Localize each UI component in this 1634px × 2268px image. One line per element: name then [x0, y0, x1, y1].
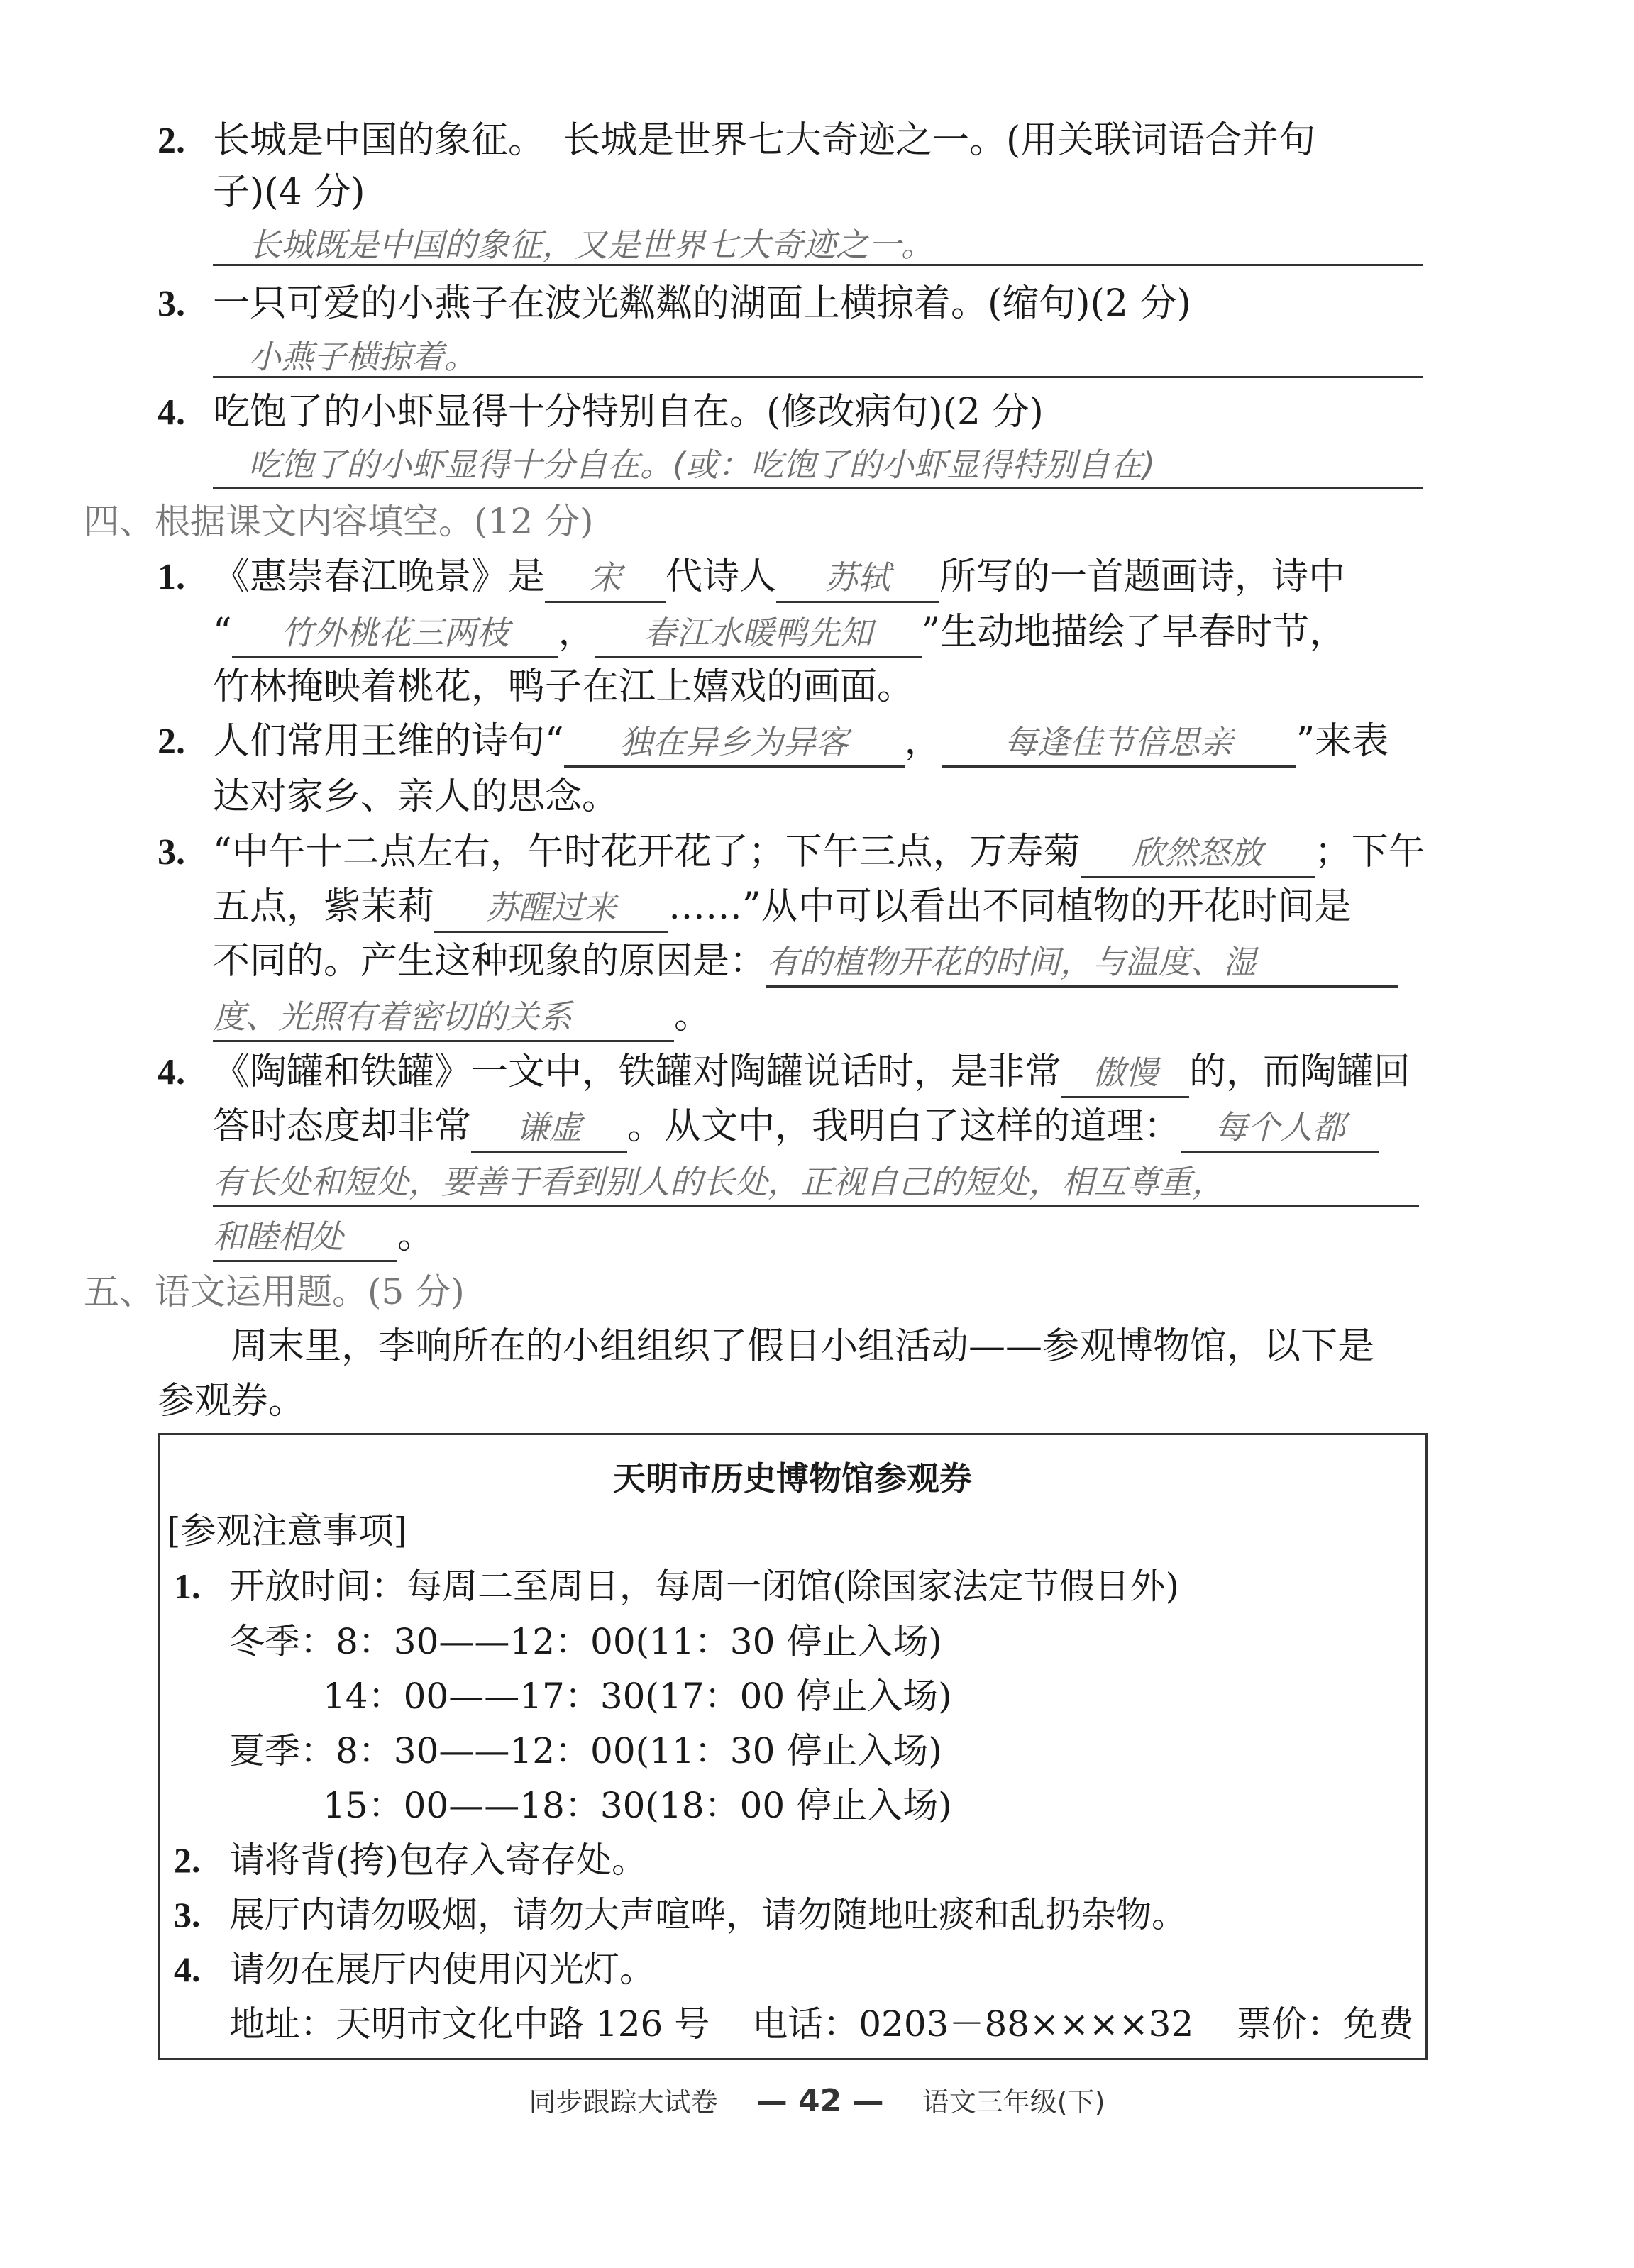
ticket-phone: 电话：0203－88××××32 — [752, 2003, 1194, 2045]
ticket-title: 天明市历史博物馆参观券 — [613, 1459, 972, 1498]
s4q1-line2 — [213, 609, 1346, 658]
s4q2-blank-verse1[interactable]: 独在异乡为异客 — [564, 719, 905, 768]
s4q2-line1 — [158, 718, 1389, 768]
q3-answer: 小燕子横掠着。 — [248, 338, 477, 376]
s4q3-blank-reason2[interactable]: 度、光照有着密切的关系 — [213, 993, 674, 1042]
s4q1-blank-dynasty[interactable]: 宋 — [545, 554, 666, 603]
q3-number: 3. — [158, 284, 185, 324]
q2-answer: 长城既是中国的象征，又是世界七大奇迹之一。 — [248, 226, 934, 264]
ticket-rule-4-number: 4. — [174, 1949, 201, 1989]
s4q4-text4: 。从文中，我明白了这样的道理： — [627, 1105, 1181, 1148]
s4q3-number: 3. — [158, 832, 185, 873]
s4q1-text1: 《惠崇春江晚景》是 — [213, 555, 546, 598]
s4q4-line1 — [158, 1049, 1411, 1098]
ticket-info-row — [229, 2001, 1413, 2047]
page-number: — 42 — — [756, 2083, 884, 2119]
q2-text: 长城是中国的象征。 长城是世界七大奇迹之一。(用关联词语合并句 — [213, 119, 1316, 162]
ticket-rule-2-text: 请将背(挎)包存入寄存处。 — [229, 1840, 648, 1881]
page-footer — [0, 2080, 1634, 2119]
ticket-notice-heading: [参观注意事项] — [167, 1510, 408, 1551]
footer-book-title: 同步跟踪大试卷 — [529, 2086, 718, 2118]
s4q1-number: 1. — [158, 557, 185, 597]
ticket-rule-1-text: 开放时间：每周二至周日，每周一闭馆(除国家法定节假日外) — [229, 1566, 1180, 1607]
s4q4-text1: 《陶罐和铁罐》一文中，铁罐对陶罐说话时，是非常 — [213, 1051, 1062, 1093]
q2-line1 — [158, 117, 1315, 165]
s4q2-text2: ， — [904, 720, 942, 763]
s4q4-blank-lesson3[interactable]: 和睦相处 — [213, 1213, 397, 1262]
s4q4-number: 4. — [158, 1052, 185, 1092]
s4q3-text4: ……”从中可以看出不同植物的开花时间是 — [668, 885, 1352, 928]
q4-answer: 吃饱了的小虾显得十分自在。(或：吃饱了的小虾显得特别自在) — [248, 446, 1155, 484]
q3-line — [158, 280, 1191, 328]
q3-text: 一只可爱的小燕子在波光粼粼的湖面上横掠着。(缩句)(2 分) — [213, 282, 1191, 325]
s4q4-text2: 的，而陶罐回 — [1189, 1051, 1411, 1093]
s4q3-text3: 五点，紫茉莉 — [213, 885, 435, 928]
s4q3-line1 — [158, 829, 1425, 878]
ticket-rule-2 — [174, 1837, 647, 1883]
s4q2-line2: 达对家乡、亲人的思念。 — [213, 775, 619, 818]
ticket-winter-hours-2: 14：00——17：30(17：00 停止入场) — [323, 1676, 952, 1717]
ticket-rule-1-number: 1. — [174, 1566, 201, 1606]
s4q1-line1 — [158, 553, 1345, 603]
q4-number: 4. — [158, 392, 185, 433]
s4q1-text3: 所写的一首题画诗，诗中 — [939, 555, 1346, 598]
s4q1-text2: 代诗人 — [666, 555, 777, 598]
s4q2-number: 2. — [158, 721, 185, 762]
ticket-address: 地址：天明市文化中路 126 号 — [229, 2003, 710, 2045]
q2-line2: 子)(4 分) — [213, 171, 365, 214]
s4q3-blank-jasmine[interactable]: 苏醒过来 — [434, 884, 668, 933]
s4q4-blank-clay-attitude[interactable]: 谦虚 — [471, 1104, 627, 1153]
q4-text: 吃饱了的小虾显得十分特别自在。(修改病句)(2 分) — [213, 391, 1044, 433]
s4q3-line4 — [213, 992, 711, 1042]
s4q4-blank-iron-attitude[interactable]: 傲慢 — [1061, 1049, 1189, 1098]
q4-line — [158, 389, 1044, 436]
s4q1-line3: 竹林掩映着桃花，鸭子在江上嬉戏的画面。 — [213, 665, 915, 708]
section5-intro1: 周末里，李响所在的小组组织了假日小组活动——参观博物馆，以下是 — [231, 1325, 1375, 1368]
s4q1-text6: ”生动地描绘了早春时节， — [921, 611, 1347, 653]
s4q1-blank-verse2[interactable]: 春江水暖鸭先知 — [595, 609, 922, 658]
s4q2-text1: 人们常用王维的诗句“ — [213, 720, 564, 763]
s4q3-text5: 不同的。产生这种现象的原因是： — [213, 940, 767, 983]
s4q4-blank-lesson2[interactable]: 有长处和短处，要善于看到别人的长处，正视自己的短处，相互尊重， — [213, 1158, 1419, 1207]
s4q4-line4 — [213, 1212, 434, 1262]
ticket-rule-2-number: 2. — [174, 1840, 201, 1880]
ticket-rule-4 — [174, 1946, 655, 1993]
ticket-summer-hours-2: 15：00——18：30(18：00 停止入场) — [323, 1785, 952, 1826]
s4q1-blank-poet[interactable]: 苏轼 — [776, 554, 939, 603]
s4q4-text3: 答时态度却非常 — [213, 1105, 472, 1148]
q2-number: 2. — [158, 121, 185, 161]
s4q3-blank-marigold[interactable]: 欣然怒放 — [1081, 829, 1315, 878]
s4q3-text2: ；下午 — [1314, 831, 1425, 873]
museum-ticket — [158, 1433, 1428, 2060]
ticket-price: 票价：免费 — [1236, 2003, 1414, 2045]
s4q1-text5: ， — [558, 611, 595, 653]
ticket-summer-hours-1: 夏季：8：30——12：00(11：30 停止入场) — [229, 1730, 942, 1771]
s4q4-blank-lesson1[interactable]: 每个人都 — [1181, 1104, 1379, 1153]
ticket-rule-4-text: 请勿在展厅内使用闪光灯。 — [229, 1949, 655, 1990]
s4q1-text4: “ — [213, 611, 232, 653]
ticket-rule-3 — [174, 1891, 1187, 1938]
ticket-rule-3-text: 展厅内请勿吸烟，请勿大声喧哗，请勿随地吐痰和乱扔杂物。 — [229, 1894, 1187, 1935]
s4q1-blank-verse1[interactable]: 竹外桃花三两枝 — [232, 609, 558, 658]
section5-title: 五、语文运用题。(5 分) — [84, 1271, 465, 1312]
s4q3-line3 — [213, 938, 1398, 988]
s4q3-text6: 。 — [674, 995, 712, 1037]
s4q2-text3: ”来表 — [1296, 720, 1389, 763]
footer-subject: 语文三年级(下) — [922, 2086, 1105, 2118]
section4-title: 四、根据课文内容填空。(12 分) — [84, 501, 594, 542]
ticket-winter-hours-1: 冬季：8：30——12：00(11：30 停止入场) — [229, 1621, 942, 1662]
s4q3-text1: “中午十二点左右，午时花开花了；下午三点，万寿菊 — [213, 831, 1081, 873]
s4q3-blank-reason1[interactable]: 有的植物开花的时间，与温度、湿 — [766, 939, 1398, 988]
s4q2-blank-verse2[interactable]: 每逢佳节倍思亲 — [942, 719, 1296, 768]
s4q3-line2 — [213, 883, 1352, 933]
s4q4-line2 — [213, 1103, 1379, 1153]
s4q4-text5: 。 — [397, 1215, 435, 1257]
s4q4-line3 — [213, 1158, 1419, 1207]
ticket-rule-1 — [174, 1563, 1179, 1610]
section5-intro2: 参观券。 — [158, 1380, 306, 1422]
ticket-rule-3-number: 3. — [174, 1895, 201, 1935]
